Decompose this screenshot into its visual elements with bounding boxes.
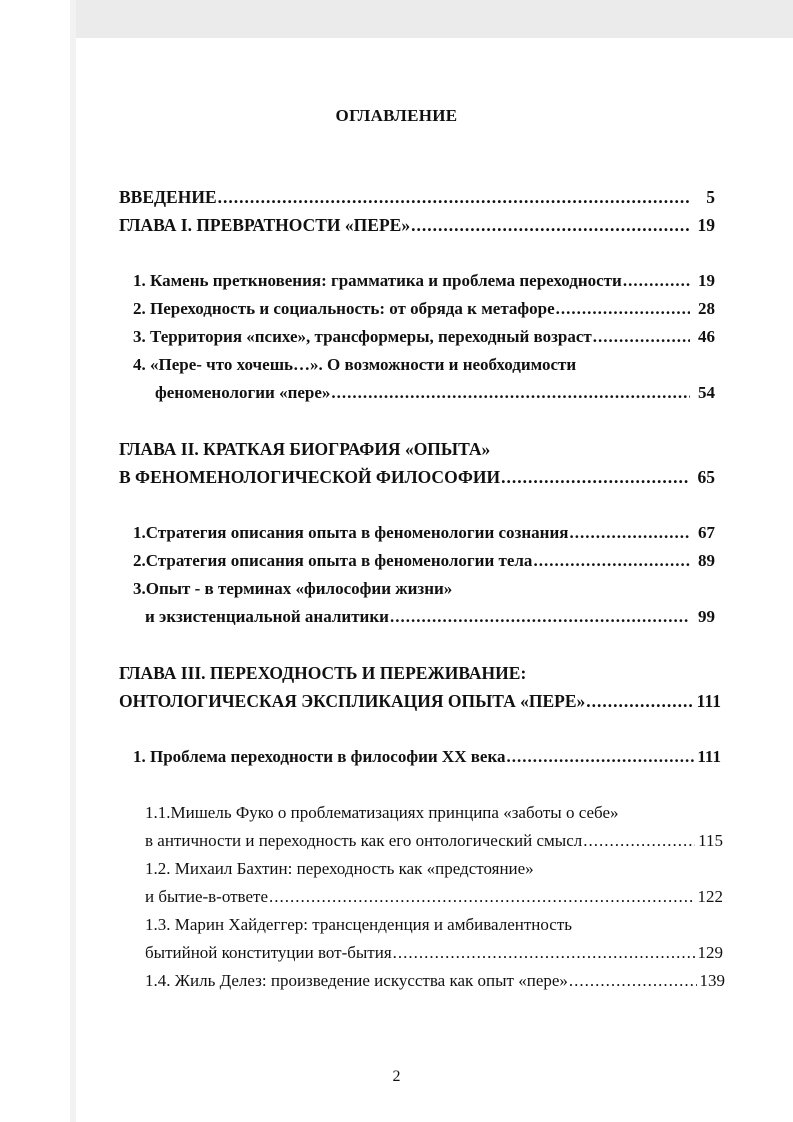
toc-entry-chapter-1: ГЛАВА I. ПРЕВРАТНОСТИ «ПЕРЕ» ..... 19 xyxy=(119,214,715,236)
toc-entry-2-3: и экзистенциальной аналитики ..... 99 xyxy=(145,606,715,628)
toc-entry-1-2: 2. Переходность и социальность: от обряда к метафоре ..... 28 xyxy=(133,298,715,320)
toc-entry-3-1-4: 1.4. Жиль Делез: произведение искусства как опыт «пере» ..... 139 xyxy=(145,970,725,992)
toc-entry-3-1-2: и бытие-в-ответе ..... 122 xyxy=(145,886,723,908)
toc-entry-3-1-1: в античности и переходность как его онтологический смысл ..... 115 xyxy=(145,830,723,852)
toc-entry-2-3-line1: 3.Опыт - в терминах «философии жизни» xyxy=(133,579,453,598)
scan-border-top xyxy=(70,0,793,38)
toc-entry-1-1: 1. Камень преткновения: грамматика и проблема переходности ..... 19 xyxy=(133,270,715,292)
toc-entry-2-2: 2.Стратегия описания опыта в феноменологии тела ..... 89 xyxy=(133,550,715,572)
toc-entry-1-3: 3. Территория «психе», трансформеры, переходный возраст ..... 46 xyxy=(133,326,715,348)
toc-entry-1-4: феноменологии «пере» ..... 54 xyxy=(155,382,715,404)
toc-entry-3-1-1-line1: 1.1.Мишель Фуко о проблематизациях принципа «заботы о себе» xyxy=(145,803,619,822)
toc-entry-chapter-2: В ФЕНОМЕНОЛОГИЧЕСКОЙ ФИЛОСОФИИ ..... 65 xyxy=(119,466,715,488)
scan-border-left xyxy=(70,0,76,1122)
page-title: ОГЛАВЛЕНИЕ xyxy=(335,106,458,125)
toc-entry-chapter-3-line1: ГЛАВА III. ПЕРЕХОДНОСТЬ И ПЕРЕЖИВАНИЕ: xyxy=(119,663,527,683)
toc-entry-chapter-3: ОНТОЛОГИЧЕСКАЯ ЭКСПЛИКАЦИЯ ОПЫТА «ПЕРЕ» ..... 111 xyxy=(119,690,721,712)
toc-entry-introduction: ВВЕДЕНИЕ ..... 5 xyxy=(119,186,715,208)
toc-entry-1-4-line1: 4. «Пере- что хочешь…». О возможности и необходимости xyxy=(133,355,577,374)
toc-entry-3-1-3-line1: 1.3. Марин Хайдеггер: трансценденция и амбивалентность xyxy=(145,915,573,934)
toc-entry-3-1: 1. Проблема переходности в философии XX века ..... 111 xyxy=(133,746,721,768)
toc-entry-3-1-3: бытийной конституции вот-бытия ..... 129 xyxy=(145,942,723,964)
toc-entry-chapter-2-line1: ГЛАВА II. КРАТКАЯ БИОГРАФИЯ «ОПЫТА» xyxy=(119,439,491,459)
toc-entry-3-1-2-line1: 1.2. Михаил Бахтин: переходность как «предстояние» xyxy=(145,859,534,878)
page-number: 2 xyxy=(392,1068,401,1085)
toc-entry-2-1: 1.Стратегия описания опыта в феноменологии сознания ..... 67 xyxy=(133,522,715,544)
